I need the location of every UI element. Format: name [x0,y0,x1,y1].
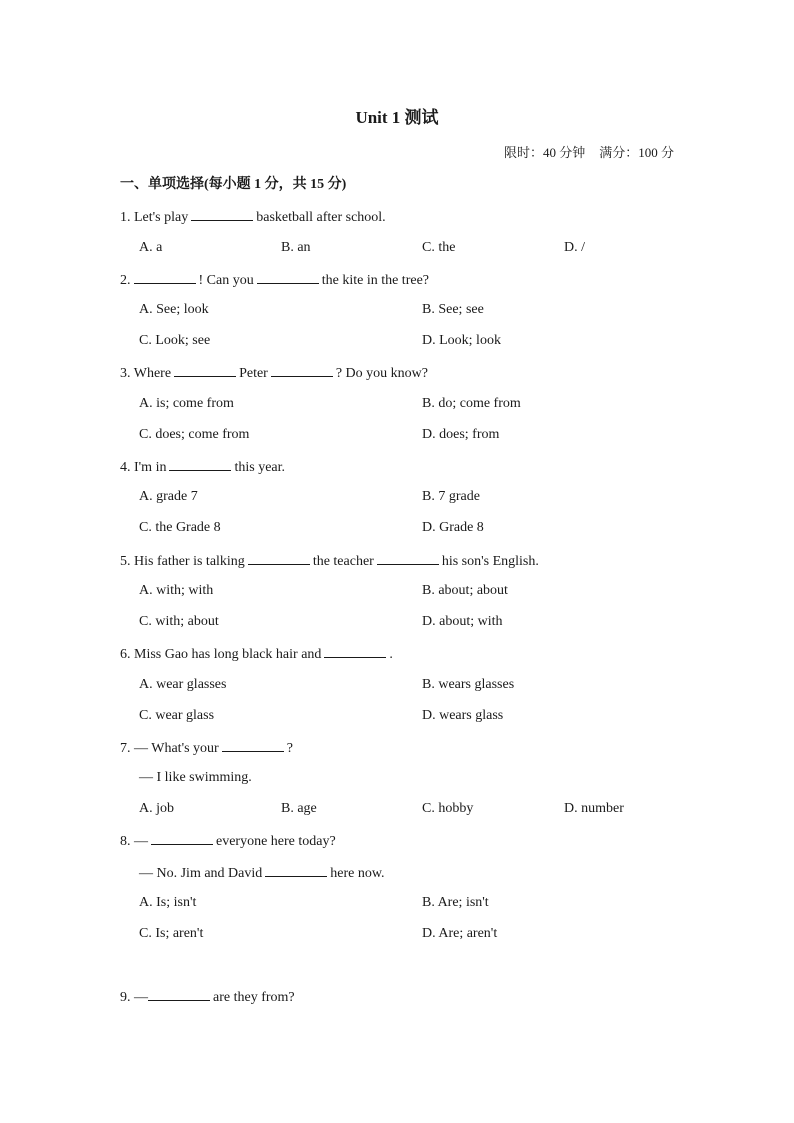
question-text: 2. [120,273,131,288]
option-c: C. the [422,240,456,255]
option-d: D. Look; look [422,333,501,348]
answer-blank [248,551,310,565]
answer-blank [134,270,196,284]
page-title: Unit 1 测试 [355,108,439,127]
answer-blank [377,551,439,565]
question-text: 3. Where [120,366,172,381]
answer-blank [151,831,213,845]
option-b: B. an [281,240,311,255]
option-b: B. age [281,801,317,816]
question-text: this year. [234,460,286,475]
section-heading: 一、单项选择(每小题 1 分，共 15 分) [120,177,347,192]
question-text: Peter [239,366,268,381]
question-8 [120,831,336,851]
option-d: D. about; with [422,614,503,629]
question-text: 6. Miss Gao has long black hair and [120,647,322,662]
question-3 [120,363,428,383]
question-text: here now. [330,866,385,881]
option-d: D. does; from [422,427,500,442]
exam-meta [504,144,674,162]
question-text: . [389,647,393,662]
answer-blank [191,207,253,221]
answer-blank [222,738,284,752]
option-b: B. do; come from [422,396,521,411]
answer-blank [148,987,210,1001]
question-text: 5. His father is talking [120,554,245,569]
option-b: B. See; see [422,302,484,317]
time-limit: 限时：40 分钟 [503,145,586,160]
full-score: 满分：100 分 [599,145,674,160]
question-text: the teacher [312,554,374,569]
question-text: 8. — [120,834,148,849]
option-a: A. a [139,240,163,255]
question-5 [120,551,539,571]
question-text: ! Can you [198,273,254,288]
question-text: 9. — [120,990,148,1005]
option-d: D. / [564,240,585,255]
answer-blank [324,644,386,658]
answer-blank [271,363,333,377]
question-text: ? [286,741,293,756]
option-a: A. See; look [139,302,209,317]
question-text: ? Do you know? [335,366,428,381]
question-text: everyone here today? [216,834,336,849]
option-c: C. wear glass [139,708,215,723]
option-b: B. Are; isn't [422,895,489,910]
answer-blank [265,863,327,877]
question-text: 4. I'm in [120,460,167,475]
option-c: C. does; come from [139,427,250,442]
option-c: C. Look; see [139,333,211,348]
dialogue-reply: — I like swimming. [139,770,252,785]
option-a: A. is; come from [139,396,234,411]
answer-blank [257,270,319,284]
option-c: C. hobby [422,801,474,816]
option-b: B. 7 grade [422,489,480,504]
question-2 [120,270,429,290]
question-7 [120,738,293,758]
question-text: his son's English. [441,554,539,569]
question-9 [120,987,295,1007]
dialogue-reply [139,863,385,883]
option-a: A. with; with [139,583,214,598]
option-b: B. about; about [422,583,508,598]
question-text: — No. Jim and David [139,866,263,881]
option-b: B. wears glasses [422,677,515,692]
option-a: A. Is; isn't [139,895,197,910]
question-text: 7. — What's your [120,741,219,756]
option-c: C. Is; aren't [139,926,204,941]
option-a: A. job [139,801,174,816]
answer-blank [174,363,236,377]
answer-blank [169,457,231,471]
question-text: the kite in the tree? [321,273,430,288]
question-text: basketball after school. [256,210,386,225]
option-d: D. wears glass [422,708,504,723]
option-d: D. Grade 8 [422,520,484,535]
option-c: C. the Grade 8 [139,520,221,535]
question-text: are they from? [213,990,295,1005]
option-d: D. number [564,801,624,816]
question-text: 1. Let's play [120,210,189,225]
option-a: A. grade 7 [139,489,198,504]
question-4 [120,457,285,477]
option-c: C. with; about [139,614,219,629]
option-a: A. wear glasses [139,677,227,692]
question-1 [120,207,386,227]
option-d: D. Are; aren't [422,926,498,941]
question-6 [120,644,393,664]
